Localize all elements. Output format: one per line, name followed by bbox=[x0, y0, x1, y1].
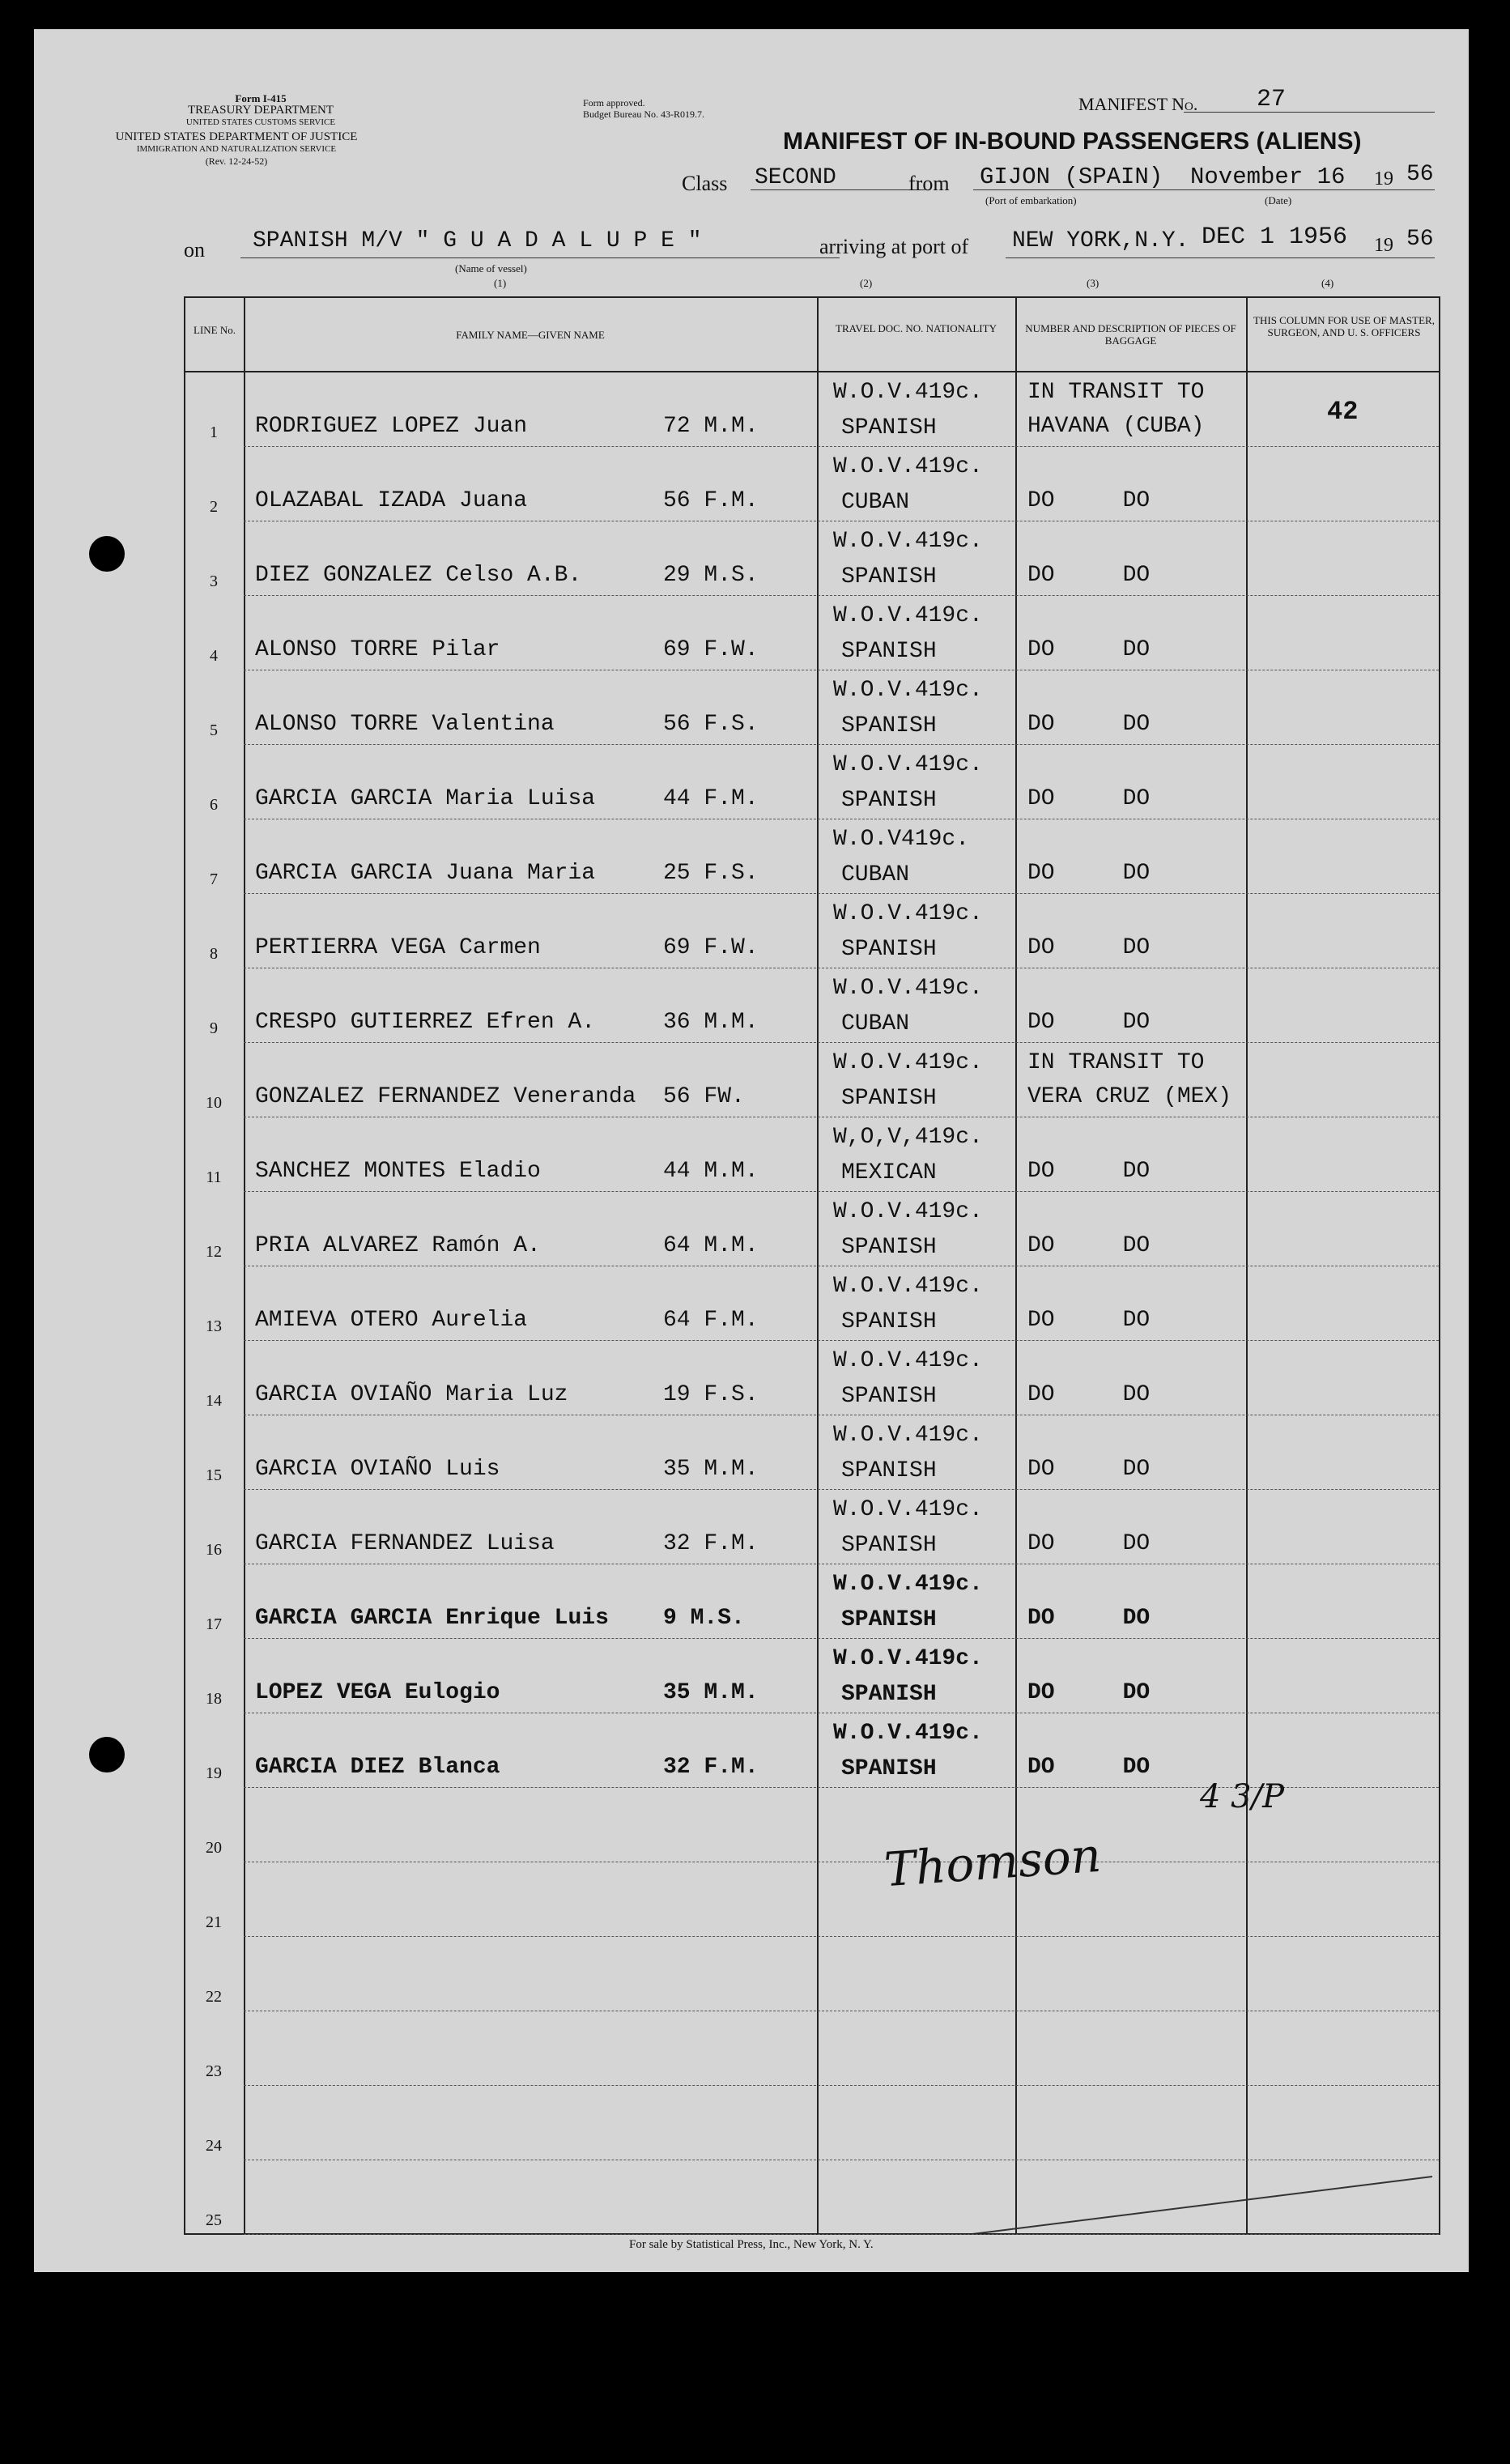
line-number: 1 bbox=[210, 423, 218, 441]
line-number: 11 bbox=[206, 1168, 222, 1186]
passenger-name: GARCIA FERNANDEZ Luisa bbox=[255, 1531, 555, 1556]
age-sex-status: 36 M.M. bbox=[663, 1010, 759, 1035]
line-number: 9 bbox=[210, 1019, 218, 1037]
age-sex-status: 69 F.W. bbox=[663, 637, 759, 662]
printer-footer: For sale by Statistical Press, Inc., New York, N. Y. bbox=[629, 2238, 874, 2251]
travel-doc: W.O.V.419c. bbox=[833, 901, 983, 926]
baggage-line-2: DO DO bbox=[1027, 637, 1151, 662]
travel-doc: W.O.V.419c. bbox=[833, 752, 983, 777]
nationality: SPANISH bbox=[841, 788, 937, 813]
baggage-line-2: DO DO bbox=[1027, 1680, 1151, 1705]
form-number: Form I-415 bbox=[235, 92, 287, 104]
passenger-name: GARCIA OVIAÑO Luis bbox=[255, 1457, 500, 1482]
travel-doc: W.O.V.419c. bbox=[833, 1199, 983, 1224]
form-revision: (Rev. 12-24-52) bbox=[205, 155, 268, 167]
travel-doc: W.O.V.419c. bbox=[833, 1497, 983, 1522]
line-number: 6 bbox=[210, 796, 218, 814]
line-number: 13 bbox=[206, 1317, 222, 1335]
header-name: FAMILY NAME—GIVEN NAME bbox=[456, 329, 605, 341]
nationality: SPANISH bbox=[841, 415, 937, 440]
nationality: MEXICAN bbox=[841, 1160, 937, 1185]
dept-justice: UNITED STATES DEPARTMENT OF JUSTICE bbox=[115, 130, 358, 143]
passenger-name: PRIA ALVAREZ Ramón A. bbox=[255, 1233, 541, 1258]
date-year: 56 bbox=[1406, 162, 1434, 187]
punch-hole-bottom bbox=[89, 1737, 125, 1772]
nationality: SPANISH bbox=[841, 937, 937, 962]
vessel-underline bbox=[240, 257, 840, 258]
dept-treasury: TREASURY DEPARTMENT bbox=[187, 104, 334, 117]
passenger-name: GONZALEZ FERNANDEZ Veneranda bbox=[255, 1084, 636, 1109]
travel-doc: W.O.V.419c. bbox=[833, 1721, 983, 1746]
age-sex-status: 56 F.M. bbox=[663, 488, 759, 513]
baggage-line-2: VERA CRUZ (MEX) bbox=[1027, 1084, 1232, 1109]
passenger-name: SANCHEZ MONTES Eladio bbox=[255, 1159, 541, 1184]
nationality: SPANISH bbox=[841, 1384, 937, 1409]
age-sex-status: 9 M.S. bbox=[663, 1606, 745, 1631]
baggage-line-2: DO DO bbox=[1027, 1308, 1151, 1333]
travel-doc: W,O,V,419c. bbox=[833, 1125, 983, 1150]
travel-doc: W.O.V.419c. bbox=[833, 380, 983, 405]
cancel-stroke bbox=[266, 2177, 1432, 2233]
handwritten-marks bbox=[185, 298, 1439, 2233]
line-number: 23 bbox=[206, 2062, 222, 2080]
passenger-name: PERTIERRA VEGA Carmen bbox=[255, 935, 541, 960]
baggage-line-2: DO DO bbox=[1027, 1159, 1151, 1184]
line-number: 5 bbox=[210, 721, 218, 739]
budget-bureau: Budget Bureau No. 43-R019.7. bbox=[583, 109, 704, 120]
passenger-name: OLAZABAL IZADA Juana bbox=[255, 488, 528, 513]
date-caption: (Date) bbox=[1265, 194, 1292, 206]
embark-date: November 16 bbox=[1190, 164, 1346, 190]
line-number: 4 bbox=[210, 647, 218, 665]
age-sex-status: 25 F.S. bbox=[663, 861, 759, 886]
age-sex-status: 32 F.M. bbox=[663, 1755, 759, 1780]
arrival-port: NEW YORK,N.Y. bbox=[1012, 228, 1189, 253]
port-of-embarkation: GIJON (SPAIN) bbox=[980, 164, 1163, 190]
travel-doc: W.O.V.419c. bbox=[833, 529, 983, 554]
vessel-name: SPANISH M/V " G U A D A L U P E " bbox=[253, 228, 702, 253]
travel-doc: W.O.V.419c. bbox=[833, 1646, 983, 1671]
line-number: 25 bbox=[206, 2211, 222, 2229]
age-sex-status: 69 F.W. bbox=[663, 935, 759, 960]
line-number: 22 bbox=[206, 1988, 222, 2006]
age-sex-status: 56 F.S. bbox=[663, 712, 759, 737]
line-number: 15 bbox=[206, 1466, 222, 1484]
baggage-line-2: DO DO bbox=[1027, 1755, 1151, 1780]
vessel-caption: (Name of vessel) bbox=[455, 262, 527, 274]
travel-doc: W.O.V.419c. bbox=[833, 1274, 983, 1299]
baggage-line-1: IN TRANSIT TO bbox=[1027, 1050, 1205, 1075]
form-header-justice bbox=[83, 131, 390, 168]
form-approved: Form approved. bbox=[583, 97, 645, 109]
line-number: 17 bbox=[206, 1615, 222, 1633]
baggage-line-2: DO DO bbox=[1027, 786, 1151, 811]
travel-doc: W.O.V419c. bbox=[833, 827, 970, 852]
age-sex-status: 64 M.M. bbox=[663, 1233, 759, 1258]
arrival-date-stamp: DEC 1 1956 bbox=[1202, 223, 1348, 251]
baggage-line-2: DO DO bbox=[1027, 935, 1151, 960]
nationality: SPANISH bbox=[841, 1607, 937, 1632]
col-num-3: (3) bbox=[1087, 277, 1100, 289]
passenger-name: LOPEZ VEGA Eulogio bbox=[255, 1680, 500, 1705]
age-sex-status: 19 F.S. bbox=[663, 1382, 759, 1407]
age-sex-status: 44 M.M. bbox=[663, 1159, 759, 1184]
age-sex-status: 35 M.M. bbox=[663, 1457, 759, 1482]
from-label: from bbox=[908, 172, 950, 195]
dept-customs: UNITED STATES CUSTOMS SERVICE bbox=[185, 117, 336, 127]
col-num-4: (4) bbox=[1321, 277, 1334, 289]
baggage-line-2: DO DO bbox=[1027, 1010, 1151, 1035]
line-number: 16 bbox=[206, 1541, 222, 1559]
margin-note: 4 3/P bbox=[1200, 1778, 1285, 1815]
form-header-agency bbox=[164, 92, 358, 129]
baggage-line-2: DO DO bbox=[1027, 488, 1151, 513]
baggage-line-2: HAVANA (CUBA) bbox=[1027, 414, 1205, 439]
travel-doc: W.O.V.419c. bbox=[833, 603, 983, 628]
line-number: 21 bbox=[206, 1913, 222, 1931]
manifest-number: 27 bbox=[1257, 86, 1287, 113]
passenger-name: GARCIA GARCIA Maria Luisa bbox=[255, 786, 596, 811]
line-number: 2 bbox=[210, 498, 218, 516]
nationality: SPANISH bbox=[841, 639, 937, 664]
line-number: 24 bbox=[206, 2137, 222, 2155]
passenger-name: ALONSO TORRE Valentina bbox=[255, 712, 555, 737]
dept-immigration: IMMIGRATION AND NATURALIZATION SERVICE bbox=[136, 144, 337, 154]
class-label: Class bbox=[682, 172, 728, 195]
line-number: 19 bbox=[206, 1764, 222, 1782]
arrival-year: 56 bbox=[1406, 227, 1434, 252]
baggage-line-2: DO DO bbox=[1027, 1382, 1151, 1407]
age-sex-status: 44 F.M. bbox=[663, 786, 759, 811]
age-sex-status: 64 F.M. bbox=[663, 1308, 759, 1333]
arrival-underline bbox=[1006, 257, 1435, 258]
header-officers: THIS COLUMN FOR USE OF MASTER, SURGEON, AND U. S. OFFICERS bbox=[1253, 314, 1435, 338]
travel-doc: W.O.V.419c. bbox=[833, 1423, 983, 1448]
form-approval bbox=[583, 97, 704, 120]
header-baggage: NUMBER AND DESCRIPTION OF PIECES OF BAGGAGE bbox=[1025, 322, 1236, 347]
manifest-number-label: MANIFEST No. bbox=[1078, 94, 1198, 114]
age-sex-status: 29 M.S. bbox=[663, 563, 759, 588]
age-sex-status: 35 M.M. bbox=[663, 1680, 759, 1705]
line-number: 10 bbox=[206, 1094, 222, 1112]
travel-doc: W.O.V.419c. bbox=[833, 1050, 983, 1075]
manifest-title: MANIFEST OF IN-BOUND PASSENGERS (ALIENS) bbox=[783, 128, 1362, 155]
nationality: SPANISH bbox=[841, 713, 937, 738]
baggage-line-2: DO DO bbox=[1027, 1457, 1151, 1482]
baggage-line-1: IN TRANSIT TO bbox=[1027, 380, 1205, 405]
embark-caption: (Port of embarkation) bbox=[985, 194, 1077, 206]
nationality: SPANISH bbox=[841, 1309, 937, 1334]
col-num-2: (2) bbox=[860, 277, 873, 289]
age-sex-status: 32 F.M. bbox=[663, 1531, 759, 1556]
nationality: SPANISH bbox=[841, 1682, 937, 1707]
line-number: 20 bbox=[206, 1839, 222, 1857]
row-rule bbox=[244, 2234, 1439, 2235]
baggage-line-2: DO DO bbox=[1027, 563, 1151, 588]
travel-doc: W.O.V.419c. bbox=[833, 454, 983, 479]
nationality: SPANISH bbox=[841, 1756, 937, 1781]
line-number: 7 bbox=[210, 870, 218, 888]
nationality: CUBAN bbox=[841, 1011, 910, 1036]
nationality: SPANISH bbox=[841, 564, 937, 589]
col-num-1: (1) bbox=[494, 277, 507, 289]
punch-hole-top bbox=[89, 536, 125, 572]
nationality: CUBAN bbox=[841, 862, 910, 887]
baggage-line-2: DO DO bbox=[1027, 712, 1151, 737]
line-number: 12 bbox=[206, 1243, 222, 1261]
travel-doc: W.O.V.419c. bbox=[833, 976, 983, 1001]
baggage-line-2: DO DO bbox=[1027, 1531, 1151, 1556]
passenger-name: AMIEVA OTERO Aurelia bbox=[255, 1308, 528, 1333]
arriving-label: arriving at port of bbox=[819, 235, 969, 258]
passenger-table bbox=[184, 296, 1440, 2235]
line-number: 14 bbox=[206, 1392, 222, 1410]
nationality: SPANISH bbox=[841, 1533, 937, 1558]
age-sex-status: 72 M.M. bbox=[663, 414, 759, 439]
class-underline bbox=[751, 189, 925, 190]
passenger-name: GARCIA DIEZ Blanca bbox=[255, 1755, 500, 1780]
on-label: on bbox=[184, 238, 205, 262]
nationality: SPANISH bbox=[841, 1235, 937, 1260]
manifest-number-underline bbox=[1184, 112, 1435, 113]
line-number: 8 bbox=[210, 945, 218, 963]
baggage-line-2: DO DO bbox=[1027, 1233, 1151, 1258]
line-number: 3 bbox=[210, 572, 218, 590]
officer-note: 42 bbox=[1327, 397, 1359, 427]
nationality: SPANISH bbox=[841, 1458, 937, 1483]
passenger-name: DIEZ GONZALEZ Celso A.B. bbox=[255, 563, 582, 588]
passenger-name: GARCIA OVIAÑO Maria Luz bbox=[255, 1382, 568, 1407]
date-year-prefix: 19 bbox=[1374, 168, 1393, 189]
travel-doc: W.O.V.419c. bbox=[833, 1572, 983, 1597]
passenger-name: ALONSO TORRE Pilar bbox=[255, 637, 500, 662]
line-number: 18 bbox=[206, 1690, 222, 1708]
passenger-name: RODRIGUEZ LOPEZ Juan bbox=[255, 414, 528, 439]
passenger-name: GARCIA GARCIA Juana Maria bbox=[255, 861, 596, 886]
travel-doc: W.O.V.419c. bbox=[833, 1348, 983, 1373]
passenger-name: CRESPO GUTIERREZ Efren A. bbox=[255, 1010, 596, 1035]
header-line-no: LINE No. bbox=[194, 324, 236, 336]
baggage-line-2: DO DO bbox=[1027, 861, 1151, 886]
header-travel-doc: TRAVEL DOC. NO. NATIONALITY bbox=[836, 322, 997, 334]
nationality: SPANISH bbox=[841, 1086, 937, 1111]
passenger-name: GARCIA GARCIA Enrique Luis bbox=[255, 1606, 609, 1631]
travel-doc: W.O.V.419c. bbox=[833, 678, 983, 703]
officer-signature: Thomson bbox=[882, 1827, 1104, 1898]
baggage-line-2: DO DO bbox=[1027, 1606, 1151, 1631]
arrival-year-prefix: 19 bbox=[1374, 235, 1393, 256]
class-value: SECOND bbox=[755, 165, 836, 190]
age-sex-status: 56 FW. bbox=[663, 1084, 745, 1109]
manifest-sheet bbox=[34, 29, 1469, 2272]
nationality: CUBAN bbox=[841, 490, 910, 515]
